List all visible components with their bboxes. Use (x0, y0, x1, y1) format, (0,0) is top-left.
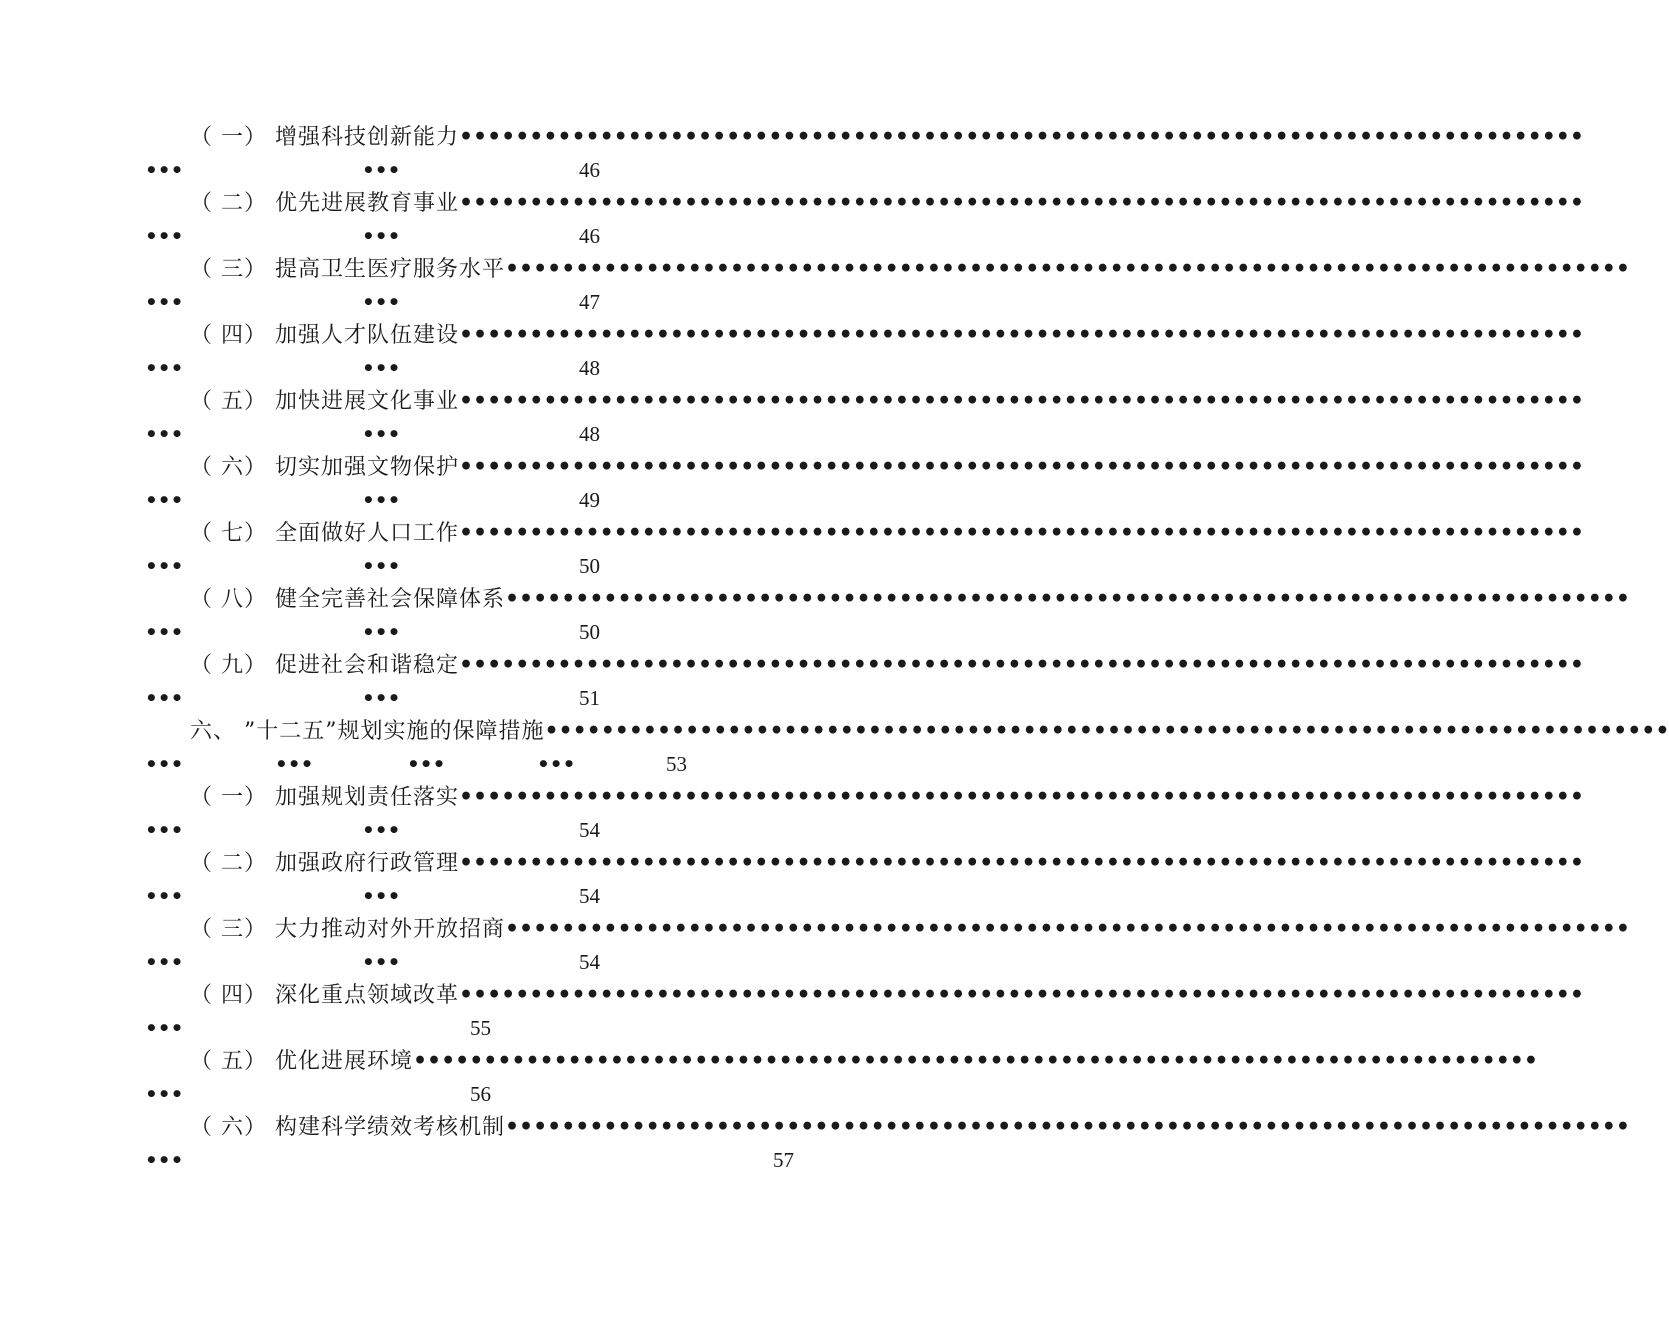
toc-entry-title: （ 四） 深化重点领域改革 (190, 983, 459, 1008)
toc-leader-dots: •••••••••••••••••••••••••••••••••••••••••••••••••••••••••••••••••••••••••••••••• (459, 190, 1584, 216)
toc-page-number: 47 (579, 290, 600, 314)
toc-entry-continuation (145, 221, 805, 251)
toc-leader-dots: •••••••••••••••••••••••••••••••••••••••••••••••••••••••••••••••••••••••••••••••• (459, 982, 1584, 1008)
toc-entry-continuation (145, 947, 805, 977)
toc-leader-dots: •••••••••••••••••••••••••••••••••••••••••••••••••••••••••••••••••••••••••••••••• (459, 124, 1584, 150)
toc-entry-continuation (145, 881, 805, 911)
toc-entry[interactable] (190, 386, 1584, 416)
toc-entry-title: （ 三） 大力推动对外开放招商 (190, 917, 505, 942)
toc-leader-dots: ••• (145, 488, 184, 512)
toc-entry-title: （ 四） 加强人才队伍建设 (190, 323, 459, 348)
toc-leader-dots: ••• (145, 1148, 184, 1172)
toc-entry[interactable] (190, 848, 1584, 878)
toc-entry-continuation (145, 1145, 805, 1175)
toc-entry[interactable] (190, 914, 1630, 944)
toc-page-number: 53 (666, 752, 687, 776)
toc-entry[interactable] (190, 584, 1630, 614)
toc-page-number: 51 (579, 686, 600, 710)
toc-leader-dots: •••••••••••••••••••••••••••••••••••••••••••••••••••••••••••••••••••••••••••••••• (459, 454, 1584, 480)
toc-entry-title: （ 一） 加强规划责任落实 (190, 785, 459, 810)
toc-entry-title: （ 五） 加快进展文化事业 (190, 389, 459, 414)
toc-leader-dots: ••• (145, 224, 184, 248)
toc-entry-title: （ 八） 健全完善社会保障体系 (190, 587, 505, 612)
toc-entry-continuation (145, 683, 805, 713)
toc-entry[interactable] (190, 1112, 1630, 1142)
toc-leader-dots: ••• (362, 224, 401, 248)
toc-entry-title: （ 二） 优先进展教育事业 (190, 191, 459, 216)
toc-entry[interactable] (190, 254, 1630, 284)
toc-leader-dots: •••••••••••••••••••••••••••••••••••••••••••••••••••••••••••••••••••••••••••••••• (505, 586, 1630, 612)
toc-page-number: 54 (579, 818, 600, 842)
toc-leader-dots: •••••••••••••••••••••••••••••••••••••••••••••••••••••••••••••••••••••••••••••••• (459, 322, 1584, 348)
toc-leader-dots: ••• (362, 290, 401, 314)
toc-leader-dots: ••• (407, 752, 446, 776)
toc-leader-dots: •••••••••••••••••••••••••••••••••••••••••••••••••••••••••••••••••••••••••••••••• (505, 1114, 1630, 1140)
toc-leader-dots: •••••••••••••••••••••••••••••••••••••••••••••••••••••••••••••••••••••••••••••••• (459, 784, 1584, 810)
toc-leader-dots: ••• (362, 488, 401, 512)
toc-entry-continuation (145, 551, 805, 581)
toc-leader-dots: ••• (362, 554, 401, 578)
toc-entry-title: （ 二） 加强政府行政管理 (190, 851, 459, 876)
toc-page-number: 49 (579, 488, 600, 512)
toc-entry-title: 六、 ”十二五”规划实施的保障措施 (190, 719, 545, 744)
toc-entry-title: （ 九） 促进社会和谐稳定 (190, 653, 459, 678)
toc-leader-dots: ••• (362, 884, 401, 908)
toc-leader-dots: ••• (145, 356, 184, 380)
toc-page-number: 57 (773, 1148, 794, 1172)
toc-leader-dots: ••• (145, 686, 184, 710)
toc-entry-title: （ 六） 构建科学绩效考核机制 (190, 1115, 505, 1140)
toc-leader-dots: ••• (275, 752, 314, 776)
toc-leader-dots: ••• (145, 752, 184, 776)
toc-leader-dots: ••• (362, 158, 401, 182)
toc-page-number: 50 (579, 620, 600, 644)
toc-page-number: 48 (579, 356, 600, 380)
toc-page-number: 56 (470, 1082, 491, 1106)
toc-entry-continuation (145, 155, 805, 185)
toc-leader-dots: ••• (362, 686, 401, 710)
toc-leader-dots: ••• (362, 422, 401, 446)
toc-leader-dots: ••• (362, 818, 401, 842)
toc-entry[interactable] (190, 716, 1669, 746)
toc-entry-continuation (145, 749, 805, 779)
toc-leader-dots: •••••••••••••••••••••••••••••••••••••••••••••••••••••••••••••••••••••••••••••••• (459, 388, 1584, 414)
toc-leader-dots: ••• (362, 620, 401, 644)
toc-leader-dots: ••• (145, 950, 184, 974)
toc-leader-dots: ••• (145, 158, 184, 182)
toc-leader-dots: •••••••••••••••••••••••••••••••••••••••••••••••••••••••••••••••••••••••••••••••• (459, 652, 1584, 678)
toc-leader-dots: •••••••••••••••••••••••••••••••••••••••••••••••••••••••••••••••••••••••••••••••• (505, 256, 1630, 282)
toc-entry-title: （ 五） 优化进展环境 (190, 1049, 413, 1074)
toc-page-number: 54 (579, 950, 600, 974)
toc-page-number: 46 (579, 224, 600, 248)
toc-leader-dots: ••• (145, 818, 184, 842)
toc-entry[interactable] (190, 782, 1584, 812)
toc-entry[interactable] (190, 122, 1584, 152)
toc-entry-title: （ 七） 全面做好人口工作 (190, 521, 459, 546)
toc-entry-continuation (145, 287, 805, 317)
toc-entry-continuation (145, 1079, 805, 1109)
toc-entry-continuation (145, 353, 805, 383)
toc-entry-continuation (145, 419, 805, 449)
toc-entry[interactable] (190, 980, 1584, 1010)
toc-leader-dots: •••••••••••••••••••••••••••••••••••••••••••••••••••••••••••••••••••••••••••••••• (505, 916, 1630, 942)
toc-leader-dots: •••••••••••••••••••••••••••••••••••••••••••••••••••••••••••••••••••••••••••••••• (459, 520, 1584, 546)
toc-page-number: 54 (579, 884, 600, 908)
toc-entry[interactable] (190, 1046, 1538, 1076)
toc-page-number: 50 (579, 554, 600, 578)
toc-leader-dots: •••••••••••••••••••••••••••••••••••••••••••••••••••••••••••••••••••••••••••••••• (459, 850, 1584, 876)
toc-page-number: 46 (579, 158, 600, 182)
toc-leader-dots: ••• (145, 1016, 184, 1040)
toc-page-number: 48 (579, 422, 600, 446)
toc-entry-continuation (145, 617, 805, 647)
toc-entry-title: （ 一） 增强科技创新能力 (190, 125, 459, 150)
toc-entry[interactable] (190, 650, 1584, 680)
toc-leader-dots: ••• (145, 1082, 184, 1106)
toc-leader-dots: ••• (145, 620, 184, 644)
toc-leader-dots: ••• (362, 356, 401, 380)
toc-entry-continuation (145, 485, 805, 515)
toc-entry-title: （ 六） 切实加强文物保护 (190, 455, 459, 480)
toc-leader-dots: ••• (145, 884, 184, 908)
toc-entry[interactable] (190, 518, 1584, 548)
toc-entry-title: （ 三） 提高卫生医疗服务水平 (190, 257, 505, 282)
toc-entry[interactable] (190, 452, 1584, 482)
toc-entry[interactable] (190, 188, 1584, 218)
toc-leader-dots: •••••••••••••••••••••••••••••••••••••••••••••••••••••••••••••••••••••••••••••••• (544, 718, 1669, 744)
toc-entry-continuation (145, 815, 805, 845)
toc-leader-dots: ••• (537, 752, 576, 776)
toc-entry[interactable] (190, 320, 1584, 350)
toc-leader-dots: ••• (362, 950, 401, 974)
toc-leader-dots: ••• (145, 422, 184, 446)
toc-leader-dots: ••• (145, 290, 184, 314)
toc-leader-dots: •••••••••••••••••••••••••••••••••••••••••••••••••••••••••••••••••••••••••••••••• (413, 1048, 1538, 1074)
toc-entry-continuation (145, 1013, 805, 1043)
toc-leader-dots: ••• (145, 554, 184, 578)
toc-page-number: 55 (470, 1016, 491, 1040)
